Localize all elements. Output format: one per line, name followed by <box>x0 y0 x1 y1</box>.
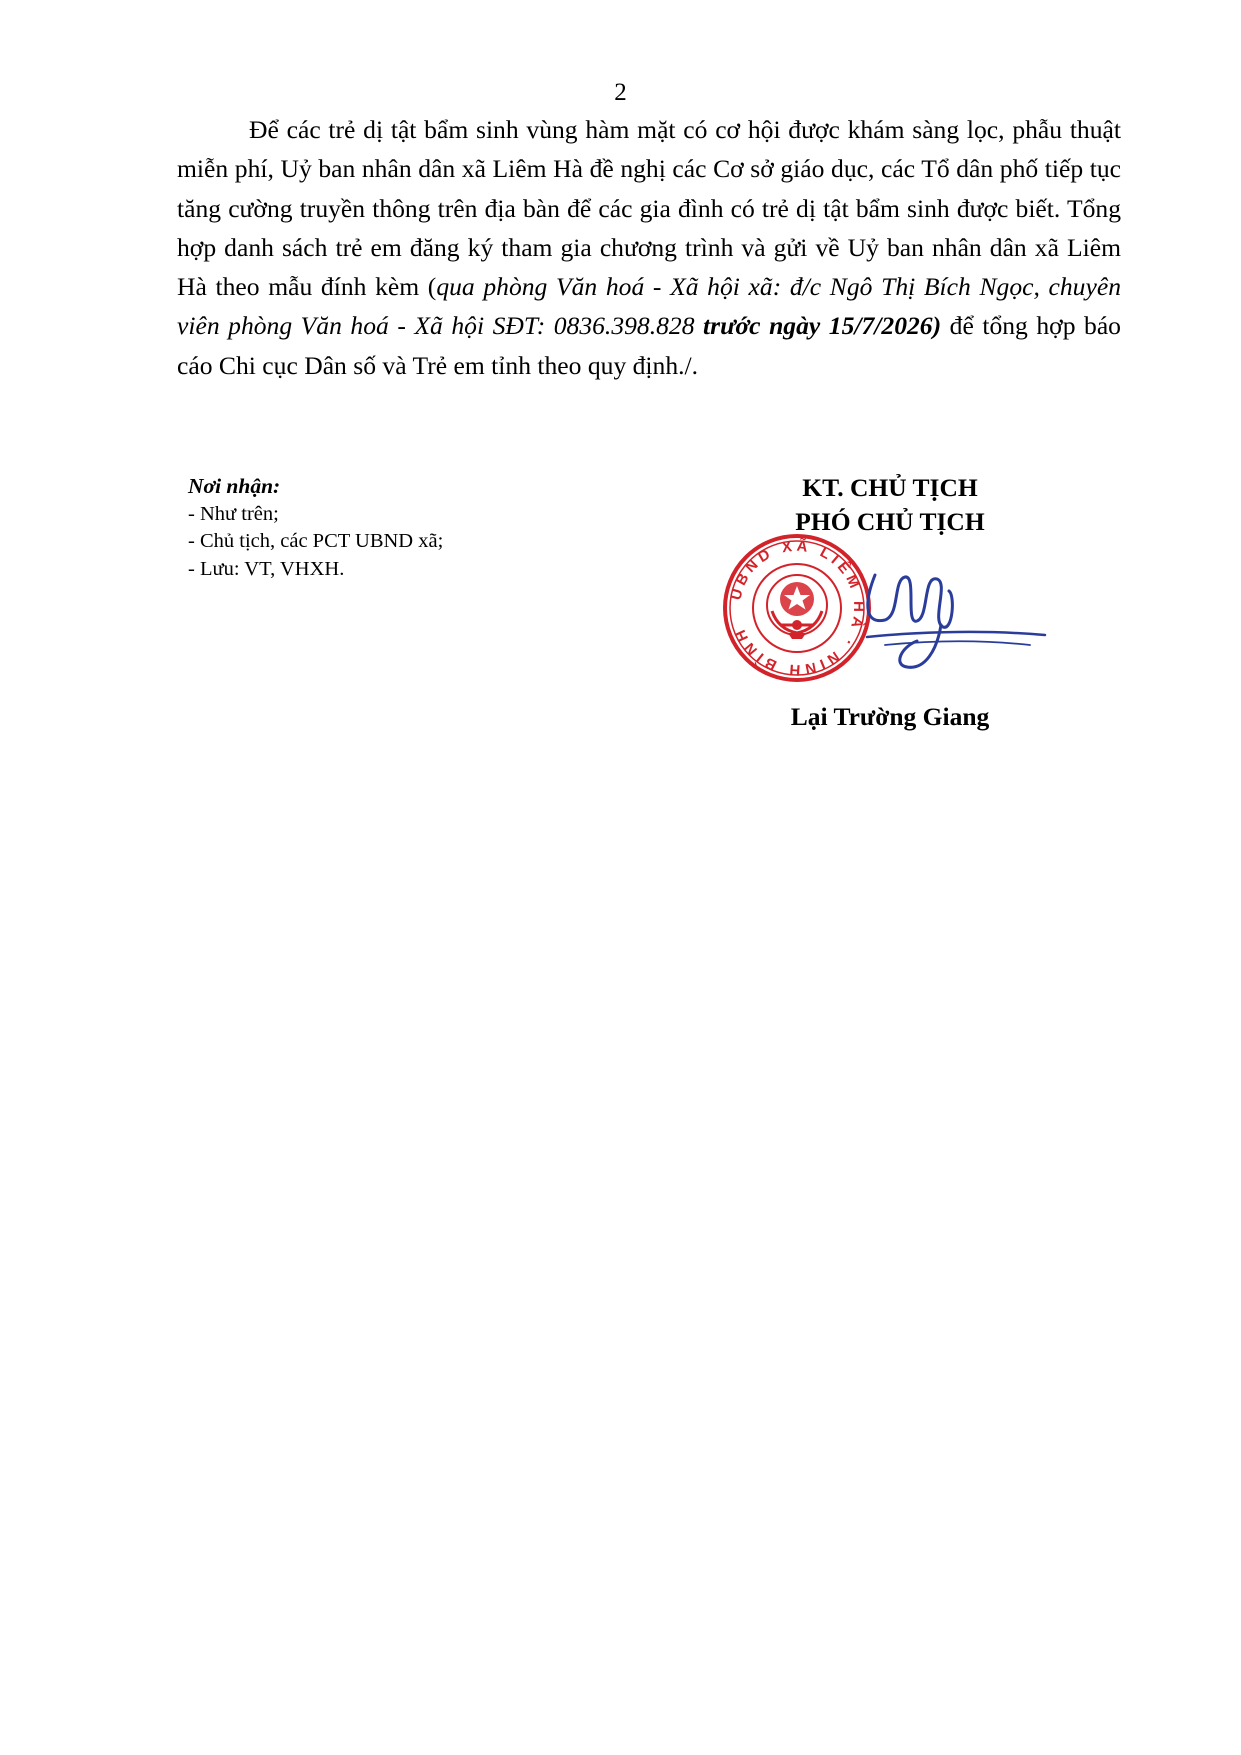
seal-text: UBND XÃ LIÊM HÀ · NINH BÌNH <box>727 537 868 679</box>
signature-title-line2: PHÓ CHỦ TỊCH <box>795 507 985 536</box>
body-text-deadline: trước ngày 15/7/2026) <box>703 311 942 341</box>
recipient-item: - Như trên; <box>188 502 279 525</box>
recipient-item: - Chủ tịch, các PCT UBND xã; <box>188 530 444 552</box>
page-number: 2 <box>614 79 627 106</box>
recipient-item: - Lưu: VT, VHXH. <box>188 557 345 580</box>
recipients-block <box>188 473 648 583</box>
body-text-part1: Để các trẻ dị tật bẩm sinh vùng hàm mặt có cơ hội được khám sàng lọc, phẫu thuật miễn phí, Uỷ ban nhân dân xã Liêm Hà đề nghị các Cơ sở giáo dục, các Tổ dân phố tiếp tục tăng cường truyền thông trên địa bàn để các gia đình có trẻ dị tật bẩm sinh được biết. Tổng hợp danh sách trẻ em đăng ký tham gia chương trình và gửi về Uỷ ban nhân dân xã Liêm Hà theo mẫu đính kèm ( <box>177 115 1121 302</box>
signer-name: Lại Trường Giang <box>790 702 990 731</box>
signature-block <box>700 471 1080 539</box>
handwritten-signature <box>845 555 1055 695</box>
recipients-title: Nơi nhận: <box>188 474 281 498</box>
body-text-contact: qua phòng Văn hoá - Xã hội xã: đ/c Ngô Thị Bích Ngọc, chuyên viên phòng Văn hoá - Xã hội SĐT: 0836.398.828 <box>177 272 1121 341</box>
body-text-part4: để tổng hợp báo cáo Chi cục Dân số và Trẻ em tỉnh theo quy định./. <box>177 311 1121 380</box>
signature-title-line1: KT. CHỦ TỊCH <box>802 473 978 502</box>
signature-stroke-icon <box>845 555 1055 695</box>
body-paragraph <box>177 110 1121 385</box>
national-emblem-icon <box>767 575 827 639</box>
